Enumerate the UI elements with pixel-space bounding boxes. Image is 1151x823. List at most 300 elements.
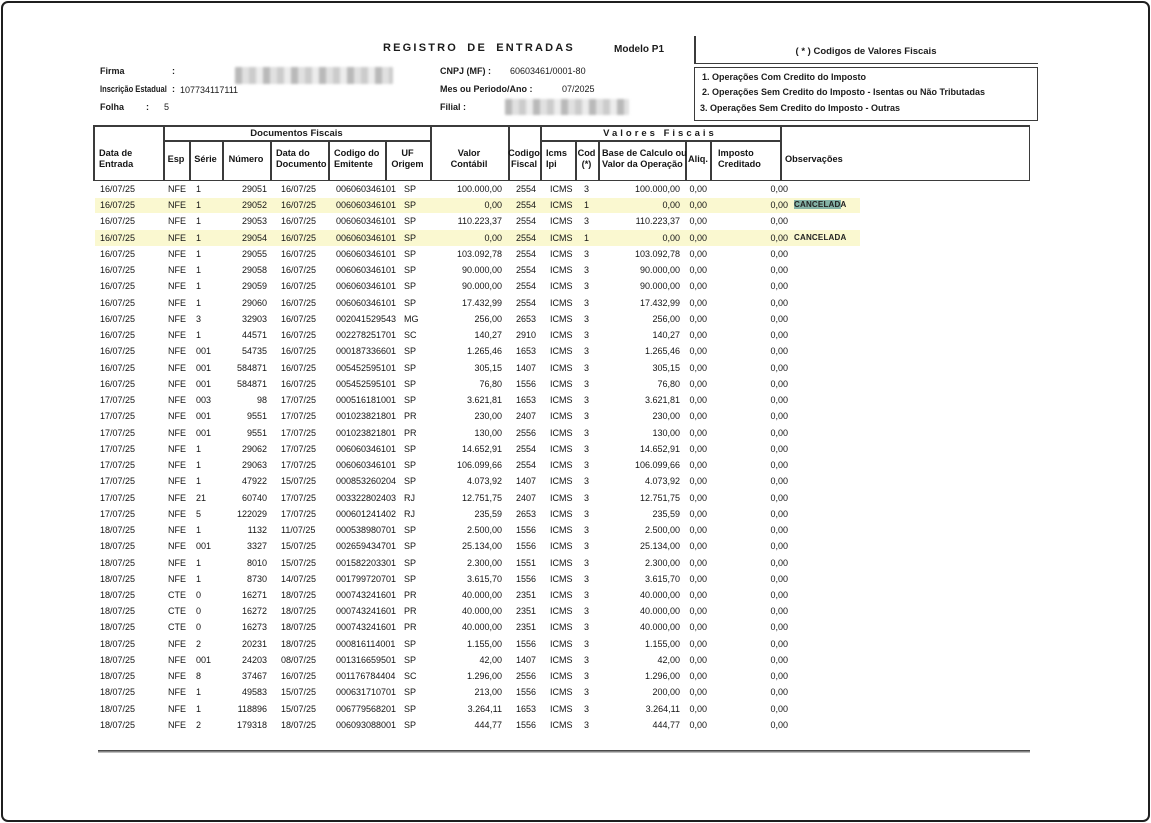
cell-uf-origem: SP [404, 541, 417, 552]
cell-data-entrada: 16/07/25 [100, 265, 136, 276]
cell-cod: 3 [584, 248, 590, 259]
inscricao-estadual-label: Inscrição Estadual [100, 84, 167, 94]
table-row [0, 652, 1151, 668]
cell-cod: 3 [584, 281, 590, 292]
cell-uf-origem: SP [404, 184, 417, 194]
cell-base-calculo: 1.296,00 [644, 671, 680, 682]
cell-base-calculo: 40.000,00 [639, 622, 680, 633]
cell-data-entrada: 18/07/25 [100, 622, 136, 633]
cell-codigo-fiscal: 2554 [515, 297, 537, 308]
cell-serie: 1 [196, 687, 202, 698]
cell-numero: 584871 [236, 378, 267, 389]
cell-base-calculo: 17.432,99 [639, 297, 680, 308]
cell-observacoes: CANCELADA [794, 232, 847, 242]
table-border-line [328, 140, 330, 181]
cell-base-calculo: 4.073,92 [644, 476, 680, 487]
cell-valor-contabil: 213,00 [474, 687, 502, 698]
cell-aliq: 0,00 [689, 476, 707, 487]
cell-data-documento: 16/07/25 [281, 200, 317, 211]
cell-base-calculo: 14.652,91 [639, 443, 680, 454]
cell-imposto-creditado: 0,00 [770, 427, 788, 438]
table-row [0, 262, 1151, 278]
firma-colon: : [172, 66, 175, 76]
cell-icms: ICMS [550, 330, 573, 341]
cell-codigo-emitente: 000601241402 [336, 508, 397, 519]
cell-codigo-fiscal: 1556 [515, 638, 537, 649]
cell-valor-contabil: 100.000,00 [456, 184, 502, 194]
cell-data-documento: 17/07/25 [281, 411, 317, 422]
table-row [0, 392, 1151, 408]
cell-codigo-fiscal: 1551 [515, 557, 537, 568]
cell-imposto-creditado: 0,00 [770, 622, 788, 633]
cell-esp: NFE [168, 395, 186, 406]
cell-codigo-emitente: 001316659501 [336, 654, 397, 665]
cell-data-entrada: 18/07/25 [100, 654, 136, 665]
cell-valor-contabil: 90.000,00 [461, 281, 502, 292]
cell-cod: 3 [584, 362, 590, 373]
cell-aliq: 0,00 [689, 508, 707, 519]
cell-base-calculo: 90.000,00 [639, 265, 680, 276]
cell-uf-origem: SP [404, 216, 417, 227]
cell-codigo-fiscal: 1407 [515, 362, 537, 373]
cell-valor-contabil: 444,77 [474, 719, 502, 730]
cell-cod: 3 [584, 654, 590, 665]
table-border-line [93, 125, 1030, 127]
cell-icms: ICMS [550, 654, 573, 665]
cell-data-entrada: 17/07/25 [100, 492, 136, 503]
cell-esp: NFE [168, 411, 186, 422]
cell-icms: ICMS [550, 622, 573, 633]
cell-serie: 1 [196, 216, 202, 227]
cell-valor-contabil: 3.264,11 [467, 703, 502, 714]
cell-base-calculo: 25.134,00 [639, 541, 680, 552]
cell-base-calculo: 106.099,66 [634, 460, 680, 471]
cell-base-calculo: 256,00 [652, 313, 680, 324]
cell-data-entrada: 18/07/25 [100, 671, 136, 682]
cell-base-calculo: 100.000,00 [634, 184, 680, 194]
cell-serie: 5 [196, 508, 202, 519]
table-border-line [710, 140, 712, 181]
col-codigo-fiscal: Codigo Fiscal [508, 148, 540, 169]
cell-serie: 1 [196, 281, 202, 292]
cell-imposto-creditado: 0,00 [770, 362, 788, 373]
cell-serie: 003 [196, 395, 212, 406]
table-row [0, 701, 1151, 717]
cell-codigo-fiscal: 1653 [515, 395, 537, 406]
cell-icms: ICMS [550, 427, 573, 438]
cell-base-calculo: 42,00 [657, 654, 680, 665]
cnpj-value: 60603461/0001-80 [510, 66, 586, 76]
cell-esp: NFE [168, 232, 186, 243]
cell-codigo-emitente: 002278251701 [336, 330, 397, 341]
table-row [0, 457, 1151, 473]
firma-value-redacted [235, 67, 393, 84]
cell-data-entrada: 16/07/25 [100, 248, 136, 259]
cell-codigo-emitente: 006060346101 [336, 265, 397, 276]
cell-serie: 1 [196, 525, 202, 536]
cell-uf-origem: SP [404, 297, 417, 308]
cell-codigo-emitente: 003322802403 [336, 492, 397, 503]
cell-data-documento: 15/07/25 [281, 541, 317, 552]
cell-valor-contabil: 40.000,00 [461, 622, 502, 633]
cell-valor-contabil: 40.000,00 [461, 606, 502, 617]
cell-codigo-emitente: 006060346101 [336, 460, 397, 471]
cell-aliq: 0,00 [689, 622, 707, 633]
cell-numero: 3327 [246, 541, 267, 552]
cell-codigo-fiscal: 2653 [515, 313, 537, 324]
cell-codigo-fiscal: 2554 [515, 200, 537, 211]
cell-uf-origem: SP [404, 248, 417, 259]
text-selection-highlight: CANCELAD [794, 200, 841, 210]
cnpj-label: CNPJ (MF) : [440, 66, 491, 76]
cell-imposto-creditado: 0,00 [770, 606, 788, 617]
cell-serie: 1 [196, 297, 202, 308]
cell-cod: 3 [584, 687, 590, 698]
cell-valor-contabil: 2.300,00 [466, 557, 502, 568]
cell-cod: 3 [584, 395, 590, 406]
cell-uf-origem: SP [404, 265, 417, 276]
cell-valor-contabil: 1.155,00 [466, 638, 502, 649]
cell-data-documento: 15/07/25 [281, 687, 317, 698]
cell-valor-contabil: 90.000,00 [461, 265, 502, 276]
cell-codigo-fiscal: 2407 [515, 492, 537, 503]
group-documentos-fiscais: Documentos Fiscais [250, 128, 343, 139]
cell-icms: ICMS [550, 443, 573, 454]
table-border-line [780, 125, 782, 181]
cell-uf-origem: SP [404, 573, 417, 584]
cell-codigo-fiscal: 1556 [515, 687, 537, 698]
cell-imposto-creditado: 0,00 [770, 719, 788, 730]
cell-aliq: 0,00 [689, 443, 707, 454]
cell-icms: ICMS [550, 297, 573, 308]
cell-data-entrada: 16/07/25 [100, 200, 136, 211]
cell-cod: 3 [584, 590, 590, 600]
cell-numero: 44571 [241, 330, 267, 341]
cell-uf-origem: SP [404, 638, 417, 649]
cell-cod: 3 [584, 541, 590, 552]
cell-codigo-emitente: 006060346101 [336, 232, 397, 243]
cell-cod: 3 [584, 719, 590, 730]
table-row [0, 295, 1151, 311]
cell-codigo-emitente: 006060346101 [336, 281, 397, 292]
cell-cod: 3 [584, 476, 590, 487]
cell-data-entrada: 16/07/25 [100, 232, 136, 243]
cell-imposto-creditado: 0,00 [770, 460, 788, 471]
cell-serie: 2 [196, 719, 202, 730]
cell-codigo-emitente: 002659434701 [336, 541, 397, 552]
cell-data-entrada: 18/07/25 [100, 525, 136, 536]
cell-codigo-emitente: 000853260204 [336, 476, 397, 487]
cell-icms: ICMS [550, 184, 573, 194]
cell-aliq: 0,00 [689, 346, 707, 357]
cell-numero: 29063 [241, 460, 267, 471]
cell-serie: 001 [196, 654, 212, 665]
cell-serie: 001 [196, 541, 212, 552]
cell-codigo-emitente: 005452595101 [336, 362, 397, 373]
cell-numero: 179318 [236, 719, 267, 730]
cell-valor-contabil: 76,80 [479, 378, 502, 389]
cell-aliq: 0,00 [689, 638, 707, 649]
cell-base-calculo: 3.621,81 [644, 395, 680, 406]
cell-numero: 9551 [246, 427, 267, 438]
cell-esp: NFE [168, 200, 186, 211]
cell-imposto-creditado: 0,00 [770, 265, 788, 276]
col-valor-contabil: Valor Contábil [450, 148, 488, 169]
cell-valor-contabil: 110.223,37 [457, 216, 502, 227]
cell-serie: 1 [196, 573, 202, 584]
cell-numero: 29055 [241, 248, 267, 259]
cell-icms: ICMS [550, 460, 573, 471]
cell-codigo-emitente: 001023821801 [336, 427, 397, 438]
cell-imposto-creditado: 0,00 [770, 703, 788, 714]
cell-imposto-creditado: 0,00 [770, 508, 788, 519]
cell-esp: NFE [168, 281, 186, 292]
cell-uf-origem: SP [404, 525, 417, 536]
cell-esp: NFE [168, 346, 186, 357]
table-row [0, 587, 1151, 603]
table-row [0, 246, 1151, 262]
cell-uf-origem: SP [404, 346, 417, 357]
cell-numero: 118896 [237, 703, 267, 714]
table-row [0, 619, 1151, 635]
cell-valor-contabil: 25.134,00 [461, 541, 502, 552]
cell-serie: 1 [196, 330, 202, 341]
cell-uf-origem: SP [404, 654, 417, 665]
folha-label: Folha [100, 102, 124, 112]
cell-codigo-emitente: 006060346101 [336, 184, 397, 194]
cell-data-documento: 16/07/25 [281, 281, 317, 292]
cell-data-entrada: 17/07/25 [100, 443, 136, 454]
codes-title-underline [694, 63, 1038, 64]
cell-codigo-fiscal: 2351 [515, 606, 537, 617]
cell-imposto-creditado: 0,00 [770, 216, 788, 227]
table-row [0, 311, 1151, 327]
cell-valor-contabil: 140,27 [474, 330, 502, 341]
cell-numero: 54735 [241, 346, 267, 357]
cell-imposto-creditado: 0,00 [770, 573, 788, 584]
cell-data-documento: 16/07/25 [281, 671, 317, 682]
cell-valor-contabil: 0,00 [484, 232, 502, 243]
cell-uf-origem: PR [404, 606, 417, 617]
cell-imposto-creditado: 0,00 [770, 330, 788, 341]
cell-data-entrada: 16/07/25 [100, 313, 136, 324]
cell-codigo-emitente: 006093088001 [336, 719, 397, 730]
code-item-1: 1. Operações Com Credito do Imposto [702, 72, 867, 82]
cell-esp: CTE [168, 622, 186, 633]
cell-imposto-creditado: 0,00 [770, 638, 788, 649]
col-aliq: Aliq. [688, 154, 708, 164]
cell-data-entrada: 18/07/25 [100, 573, 136, 584]
cell-codigo-emitente: 000516181001 [336, 395, 397, 406]
cell-data-entrada: 18/07/25 [100, 687, 136, 698]
cell-codigo-emitente: 000631710701 [336, 687, 397, 698]
cell-codigo-emitente: 001176784404 [336, 671, 396, 682]
cell-serie: 1 [196, 443, 202, 454]
cell-aliq: 0,00 [689, 525, 707, 536]
cell-esp: NFE [168, 638, 186, 649]
cell-icms: ICMS [550, 378, 573, 389]
cell-cod: 3 [584, 427, 590, 438]
col-cod: Cod (*) [577, 148, 596, 169]
cell-numero: 16272 [241, 606, 267, 617]
table-row [0, 636, 1151, 652]
cell-uf-origem: SP [404, 703, 417, 714]
cell-aliq: 0,00 [689, 200, 707, 211]
cell-base-calculo: 235,59 [652, 508, 680, 519]
cell-esp: NFE [168, 460, 186, 471]
cell-data-documento: 16/07/25 [281, 248, 317, 259]
col-imposto-creditado: Imposto Creditado [718, 148, 761, 169]
cell-base-calculo: 0,00 [662, 232, 680, 243]
cell-cod: 3 [584, 297, 590, 308]
cell-codigo-fiscal: 1556 [515, 378, 537, 389]
cell-cod: 3 [584, 525, 590, 536]
cell-esp: NFE [168, 573, 186, 584]
cell-base-calculo: 444,77 [652, 719, 680, 730]
cell-base-calculo: 3.615,70 [644, 573, 680, 584]
cell-esp: NFE [168, 216, 186, 227]
cell-esp: NFE [168, 362, 186, 373]
cell-esp: NFE [168, 492, 186, 503]
cell-data-entrada: 16/07/25 [100, 297, 136, 308]
cell-esp: NFE [168, 557, 186, 568]
table-row [0, 376, 1151, 392]
cell-data-documento: 17/07/25 [281, 508, 317, 519]
cell-esp: NFE [168, 378, 186, 389]
table-row [0, 327, 1151, 343]
cell-valor-contabil: 12.751,75 [461, 492, 502, 503]
codes-box [694, 67, 1038, 121]
cell-data-documento: 17/07/25 [281, 427, 317, 438]
cell-imposto-creditado: 0,00 [770, 476, 788, 487]
cell-codigo-fiscal: 2556 [515, 671, 537, 682]
cell-codigo-emitente: 000538980701 [336, 525, 397, 536]
cell-base-calculo: 90.000,00 [639, 281, 680, 292]
folha-colon: : [146, 102, 149, 112]
cell-cod: 1 [584, 200, 590, 211]
cell-aliq: 0,00 [689, 330, 707, 341]
bottom-rule [98, 750, 1030, 753]
cell-base-calculo: 305,15 [652, 362, 680, 373]
cell-numero: 98 [256, 395, 267, 406]
cell-serie: 1 [196, 200, 202, 211]
table-row [0, 684, 1151, 700]
cell-codigo-emitente: 006060346101 [336, 443, 397, 454]
cell-cod: 3 [584, 330, 590, 341]
col-esp: Esp [167, 154, 185, 164]
cell-uf-origem: SP [404, 476, 417, 487]
cell-esp: NFE [168, 508, 186, 519]
table-border-line [598, 140, 600, 181]
cell-numero: 47922 [241, 476, 267, 487]
cell-data-entrada: 16/07/25 [100, 346, 136, 357]
table-row [0, 425, 1151, 441]
cell-esp: NFE [168, 541, 186, 552]
cell-data-entrada: 17/07/25 [100, 411, 136, 422]
cell-aliq: 0,00 [689, 541, 707, 552]
cell-aliq: 0,00 [689, 427, 707, 438]
cell-data-entrada: 18/07/25 [100, 606, 136, 617]
cell-codigo-emitente: 000743241601 [336, 606, 397, 617]
cell-data-entrada: 18/07/25 [100, 557, 136, 568]
cell-uf-origem: SP [404, 719, 417, 730]
cell-data-entrada: 18/07/25 [100, 638, 136, 649]
cell-data-documento: 16/07/25 [281, 265, 317, 276]
cell-data-entrada: 18/07/25 [100, 703, 136, 714]
cell-aliq: 0,00 [689, 557, 707, 568]
cell-cod: 3 [584, 573, 590, 584]
cell-uf-origem: PR [404, 411, 417, 422]
cell-base-calculo: 200,00 [652, 687, 680, 698]
cell-esp: NFE [168, 719, 186, 730]
cell-cod: 3 [584, 508, 590, 519]
cell-esp: NFE [168, 313, 186, 324]
codes-title: ( * ) Codigos de Valores Fiscais [795, 46, 937, 57]
cell-esp: NFE [168, 265, 186, 276]
table-row [0, 441, 1151, 457]
cell-base-calculo: 1.265,46 [644, 346, 680, 357]
cell-base-calculo: 0,00 [662, 200, 680, 211]
cell-valor-contabil: 1.296,00 [466, 671, 502, 682]
code-item-3: 3. Operações Sem Credito do Imposto - Outras [700, 103, 901, 113]
cell-codigo-fiscal: 2351 [515, 590, 537, 600]
cell-base-calculo: 230,00 [652, 411, 680, 422]
cell-data-documento: 16/07/25 [281, 330, 317, 341]
cell-valor-contabil: 42,00 [479, 654, 502, 665]
cell-imposto-creditado: 0,00 [770, 184, 788, 194]
cell-aliq: 0,00 [689, 492, 707, 503]
cell-serie: 0 [196, 606, 202, 617]
cell-base-calculo: 2.500,00 [644, 525, 680, 536]
cell-data-entrada: 18/07/25 [100, 719, 136, 730]
folha-value: 5 [164, 102, 170, 112]
cell-data-entrada: 17/07/25 [100, 460, 136, 471]
table-row [0, 473, 1151, 489]
cell-valor-contabil: 230,00 [474, 411, 502, 422]
cell-icms: ICMS [550, 573, 573, 584]
cell-numero: 29054 [241, 232, 267, 243]
cell-base-calculo: 130,00 [652, 427, 680, 438]
col-numero: Número [228, 154, 264, 164]
cell-cod: 3 [584, 606, 590, 617]
firma-label: Firma [100, 66, 125, 76]
col-observacoes: Observações [785, 154, 843, 164]
cell-codigo-fiscal: 1407 [515, 476, 537, 487]
cell-aliq: 0,00 [689, 313, 707, 324]
cell-uf-origem: PR [404, 590, 417, 600]
cell-codigo-fiscal: 2910 [515, 330, 537, 341]
cell-uf-origem: SP [404, 443, 417, 454]
cell-codigo-emitente: 005452595101 [336, 378, 397, 389]
table-border-line [270, 140, 272, 181]
cell-esp: NFE [168, 297, 186, 308]
cell-serie: 001 [196, 411, 212, 422]
cell-numero: 20231 [241, 638, 267, 649]
table-row [0, 408, 1151, 424]
cell-valor-contabil: 1.265,46 [466, 346, 502, 357]
cell-data-documento: 18/07/25 [281, 622, 317, 633]
cell-base-calculo: 12.751,75 [639, 492, 680, 503]
cell-imposto-creditado: 0,00 [770, 378, 788, 389]
cell-serie: 1 [196, 476, 202, 487]
cell-data-documento: 16/07/25 [281, 297, 317, 308]
code-item-2: 2. Operações Sem Credito do Imposto - Isentas ou Não Tributadas [702, 87, 986, 97]
cell-uf-origem: SP [404, 395, 417, 406]
cell-codigo-fiscal: 2351 [515, 622, 537, 633]
cell-esp: NFE [168, 330, 186, 341]
cell-codigo-fiscal: 2554 [515, 216, 537, 227]
cell-codigo-fiscal: 1407 [515, 654, 537, 665]
